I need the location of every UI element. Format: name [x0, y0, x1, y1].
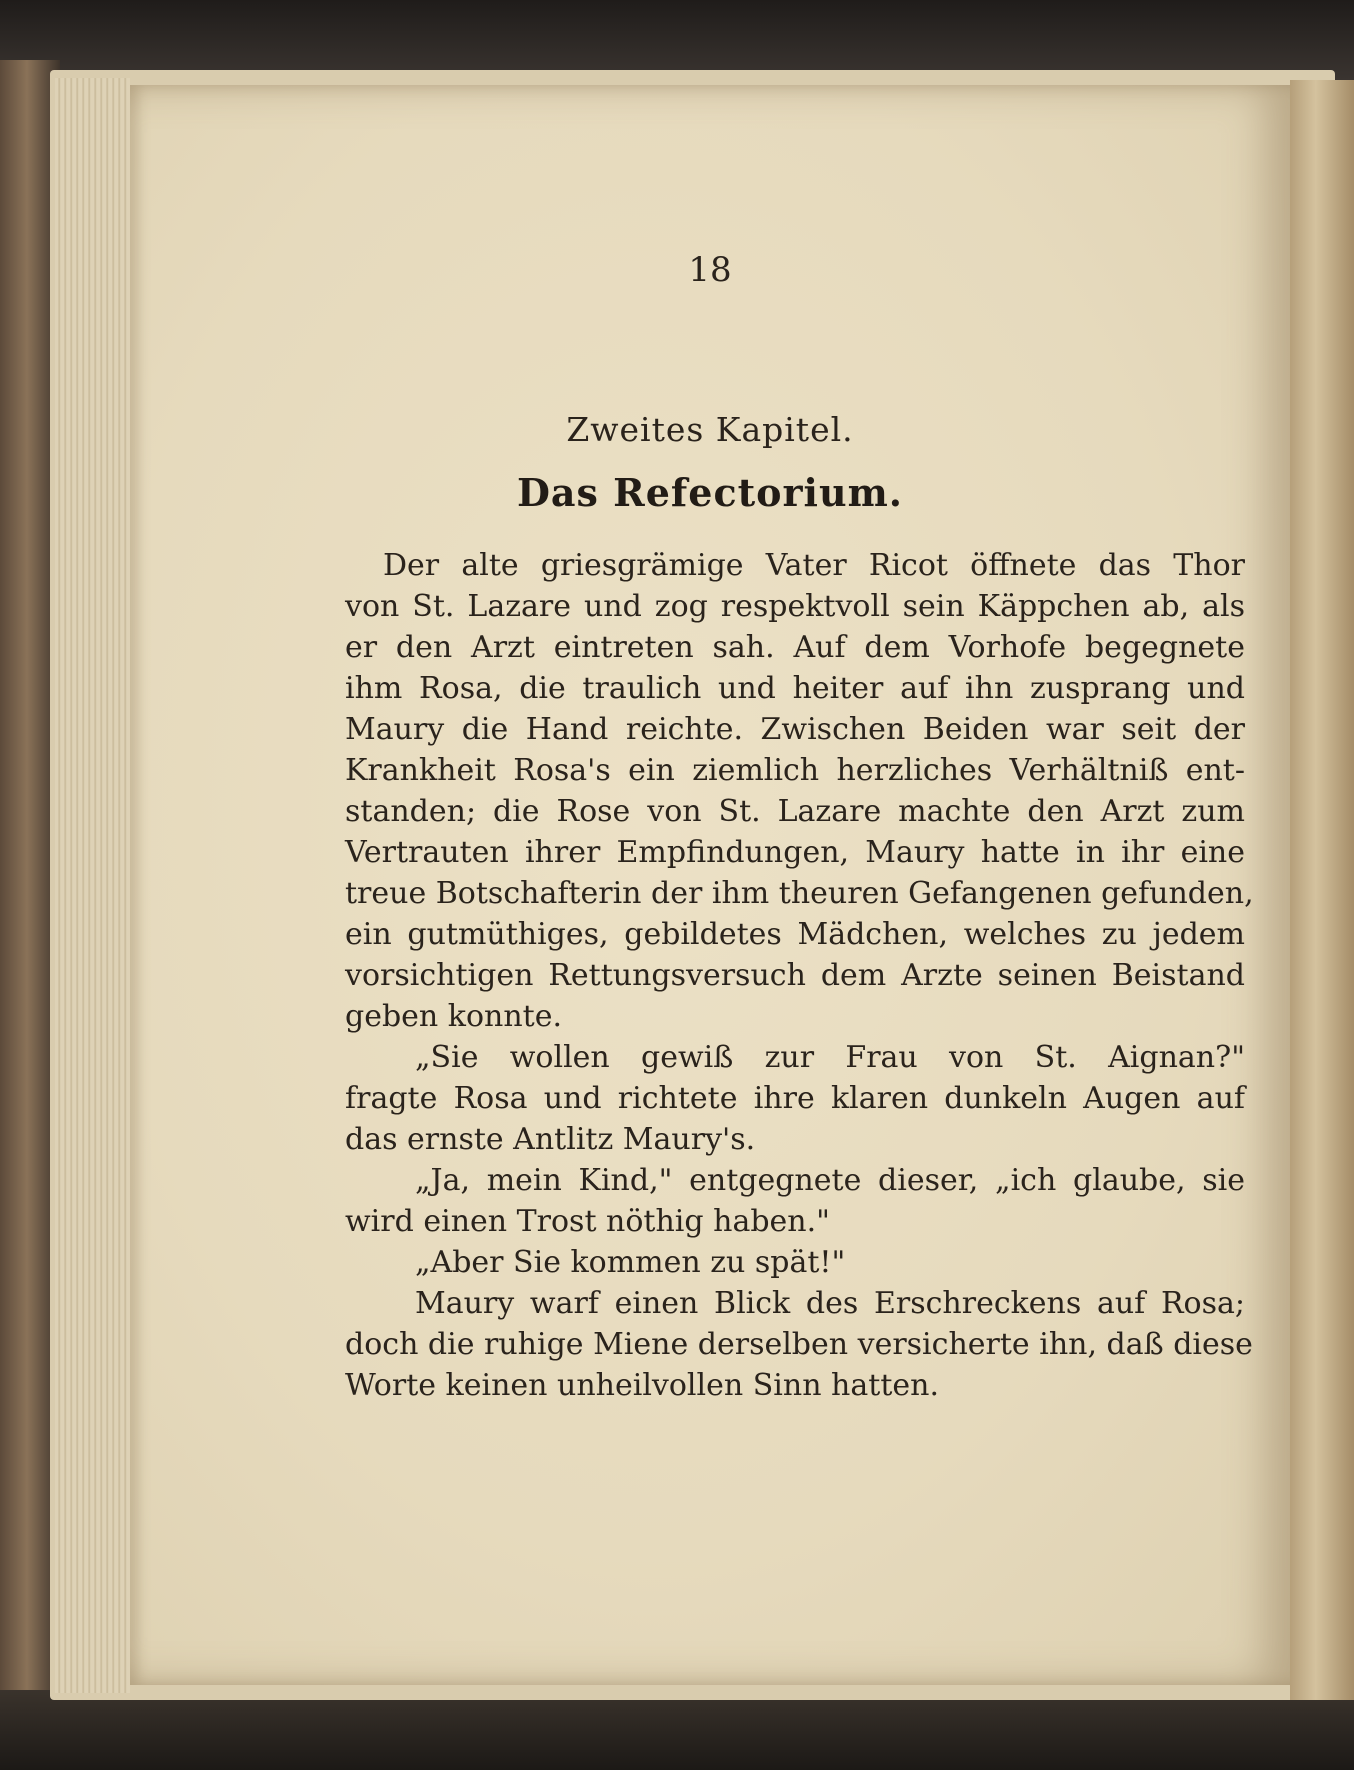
text-line: ihm Rosa, die traulich und heiter auf ihn zusprang und	[345, 671, 1245, 706]
text-line: „Aber Sie kommen zu spät!"	[415, 1245, 846, 1280]
text-line: „Ja, mein Kind," entgegnete dieser, „ich glaube, sie	[415, 1163, 1245, 1198]
book-cover-bottom	[0, 1690, 1354, 1770]
text-line: Maury die Hand reichte. Zwischen Beiden war seit der	[345, 712, 1245, 747]
text-line: „Sie wollen gewiß zur Frau von St. Aignan?"	[415, 1040, 1245, 1075]
text-line: ein gutmüthiges, gebildetes Mädchen, welches zu jedem	[345, 917, 1245, 952]
text-line: Vertrauten ihrer Empfindungen, Maury hatte in ihr eine	[345, 835, 1245, 870]
text-line: von St. Lazare und zog respektvoll sein Käppchen ab, als	[345, 589, 1245, 624]
text-line: fragte Rosa und richtete ihre klaren dunkeln Augen auf	[345, 1081, 1245, 1116]
text-line: er den Arzt eintreten sah. Auf dem Vorhofe begegnete	[345, 630, 1245, 665]
text-line: das ernste Antlitz Maury's.	[345, 1122, 756, 1157]
page-edges	[55, 78, 130, 1693]
text-line: Maury warf einen Blick des Erschreckens auf Rosa;	[415, 1286, 1245, 1321]
text-line: standen; die Rose von St. Lazare machte den Arzt zum	[345, 794, 1245, 829]
text-line: doch die ruhige Miene derselben versicherte ihn, daß diese	[345, 1327, 1253, 1362]
text-line: Der alte griesgrämige Vater Ricot öffnete das Thor	[383, 548, 1245, 583]
page-number: 18	[688, 250, 732, 290]
text-line: vorsichtigen Rettungsversuch dem Arzte seinen Beistand	[345, 958, 1245, 993]
chapter-title: Das Refectorium.	[516, 470, 904, 515]
body-text	[345, 545, 1254, 1406]
text-line: treue Botschafterin der ihm theuren Gefangenen gefunden,	[345, 876, 1254, 911]
chapter-heading: Zweites Kapitel.	[566, 410, 854, 449]
text-line: Krankheit Rosa's ein ziemlich herzliches Verhältniß ent-	[345, 753, 1245, 788]
page-gutter	[1290, 80, 1354, 1700]
text-line: Worte keinen unheilvollen Sinn hatten.	[345, 1368, 939, 1403]
text-line: geben konnte.	[345, 999, 563, 1034]
text-line: wird einen Trost nöthig haben."	[345, 1204, 830, 1239]
book-cover-top	[0, 0, 1354, 80]
